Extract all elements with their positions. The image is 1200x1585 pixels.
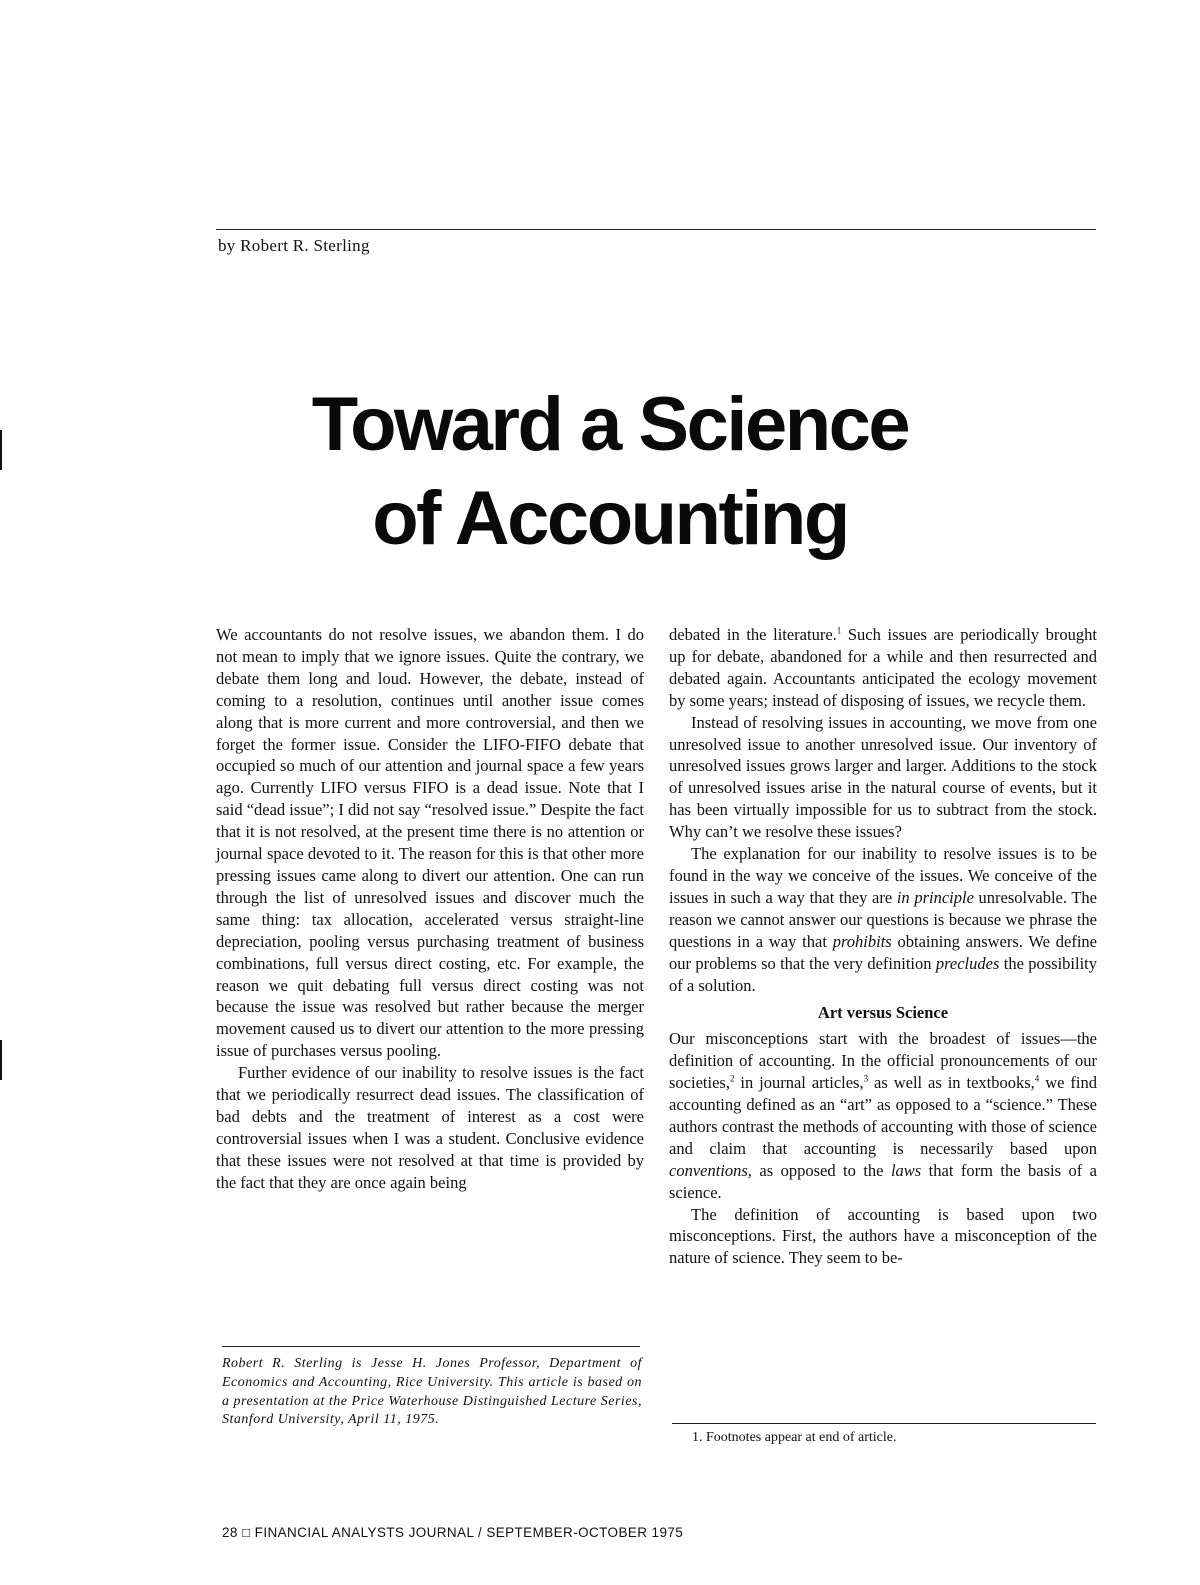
title-line-1: Toward a Science — [311, 382, 909, 467]
right-column — [669, 624, 1097, 1269]
byline: by Robert R. Sterling — [218, 236, 370, 255]
author-bio: Robert R. Sterling is Jesse H. Jones Professor, Department of Economics and Accounting, Rice University. This article is based on a presentation at the Price Waterhouse Distinguished Lecture Series, Stanford University, April 11, 1975. — [222, 1356, 642, 1428]
article-title — [230, 378, 990, 566]
scan-edge-mark — [0, 1040, 2, 1080]
footnote: 1. Footnotes appear at end of article. — [692, 1430, 897, 1445]
left-column — [216, 624, 644, 1194]
paragraph: The explanation for our inability to resolve issues is to be found in the way we conceive of the issues. We conceive of the issues in such a way that they are in principle unresolvable. The reason we cannot answer our questions is because we phrase the questions in a way that prohibits obtaining answers. We define our problems so that the very definition precludes the possibility of a solution. — [669, 844, 1097, 995]
paragraph: Our misconceptions start with the broadest of issues—the definition of accounting. In the official pronouncements of our societies,$^2$ in journal articles,$^3$ as well as in textbooks,$^4$ we find accounting defined as an “art” as opposed to a “science.” These authors contrast the methods of accounting with those of science and claim that accounting is necessarily based upon conventions, as opposed to the laws that form the basis of a science. — [669, 1029, 1097, 1202]
scan-edge-mark — [0, 430, 2, 470]
paragraph: The definition of accounting is based upon two misconceptions. First, the authors have a misconception of the nature of science. They seem to be- — [669, 1204, 1097, 1268]
page-footer: 28 □ FINANCIAL ANALYSTS JOURNAL / SEPTEMBER-OCTOBER 1975 — [222, 1525, 684, 1540]
title-line-2: of Accounting — [372, 476, 848, 561]
paragraph: Instead of resolving issues in accounting, we move from one unresolved issue to another unresolved issue. Our inventory of unresolved issues grows larger and larger. Additions to the stock of unresolved issues arise in the natural course of events, but it has been virtually impossible for us to subtract from the stock. Why can’t we resolve these issues? — [669, 712, 1097, 842]
paragraph: debated in the literature.$^1$ Such issues are periodically brought up for debate, abandoned for a while and then resurrected and debated again. Accountants anticipated the ecology movement by some years; instead of disposing of issues, we recycle them. — [669, 625, 1097, 710]
section-heading: Art versus Science — [817, 1003, 949, 1023]
header-rule — [216, 229, 1096, 230]
paragraph: Further evidence of our inability to resolve issues is the fact that we periodically resurrect dead issues. The classification of bad debts and the treatment of interest as a cost were controversial issues when I was a student. Conclusive evidence that these issues were not resolved at that time is provided by the fact that they are once again being — [216, 1063, 644, 1192]
footnote-rule — [672, 1423, 1096, 1424]
bio-rule — [222, 1346, 640, 1347]
paragraph: We accountants do not resolve issues, we abandon them. I do not mean to imply that we ignore issues. Quite the contrary, we debate them long and loud. However, the debate, instead of coming to a resolution, continues until another issue comes along that is more current and more controversial, and then we forget the former issue. Consider the LIFO-FIFO debate that occupied so much of our attention and journal space a few years ago. Currently LIFO versus FIFO is a dead issue. Note that I said “dead issue”; I did not say “resolved issue.” Despite the fact that it is not resolved, at the present time there is no attention or journal space devoted to it. The reason for this is that other more pressing issues came along to divert our attention. One can run through the list of unresolved issues and discover much the same thing: tax allocation, accelerated versus straight-line depreciation, pooling versus purchasing treatment of business combinations, full versus direct costing, etc. For example, the reason we quit debating full versus direct costing was not because the issue was resolved but rather because the merger movement caused us to divert our attention to the more pressing issue of purchases versus pooling. — [216, 625, 644, 1061]
